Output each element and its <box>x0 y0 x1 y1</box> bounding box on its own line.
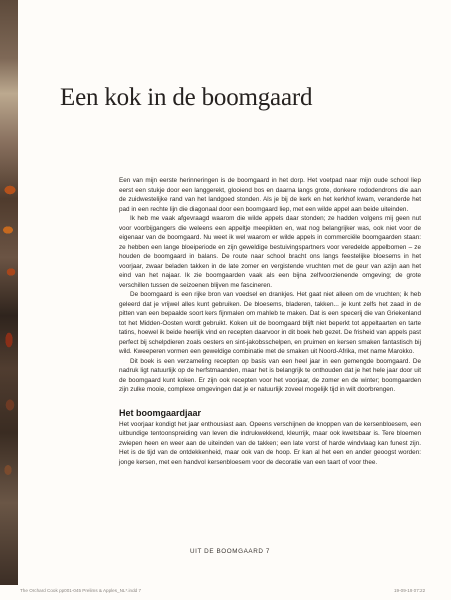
section-heading: Het boomgaardjaar <box>119 407 202 418</box>
paragraph: De boomgaard is een rijke bron van voedsel en drankjes. Het gaat niet alleen om de vruchten; ik heb geleerd dat je vrijwel alles kunt gebruiken. De bloesems, bladeren, takken... je kunt zelfs het zaad in de pitten van een bepaalde soort kers fijnmalen om mahleb te maken. Dat is een specerij die van Griekenland tot het Midden-Oosten wordt gebruikt. Koken uit de boomgaard blijft niet beperkt tot appeltaarten en tarte tatins, hoewel ik beide heerlijk vind en recepten daarvoor in dit boek heb gezet. De frisheid van appels past perfect bij schelpdieren zoals oesters en sint-jakobsschelpen, en pruimen en kersen smaken fantastisch bij wild. Kweeperen vormen een geweldige combinatie met de smaken uit Noord-Afrika, met name Marokko. <box>119 291 421 355</box>
print-slug-filename: The Orchard Cook pp001-045 Prelims & Apples_NL*.indd 7 <box>20 588 142 593</box>
paragraph: Een van mijn eerste herinneringen is de boomgaard in het dorp. Het voetpad naar mijn oude school liep eerst een stukje door een langgerekt, glooiend bos en daarna langs grote, donkere rododendrons die aan de zuidwestelijke rand van het landgoed stonden. Als je bij de kerk en het kerkhof kwam, veranderde het pad in een rechte lijn die diagonaal door een boomgaard liep, met een wilde appel aan beide uiteinden. <box>119 177 421 213</box>
article-body <box>119 176 421 467</box>
page-title: Een kok in de boomgaard <box>60 84 313 111</box>
print-slug-date: 19-09-19 07:22 <box>394 588 426 593</box>
cover-photo-strip <box>0 0 18 585</box>
running-footer: UIT DE BOOMGAARD 7 <box>190 548 270 555</box>
paragraph: Ik heb me vaak afgevraagd waarom die wilde appels daar stonden; ze hadden volgens mij geen nut voor voorbijgangers die weleens een appeltje meepikten en, wat nog belangrijker was, ook niet voor de eigenaar van de boomgaard. Nu weet ik wel waarom er wilde appels in commerciële boomgaarden staan: ze hebben een lange bloeiperiode en zijn geweldige bestuivingspartners voor veredelde appelbomen – ze houden de boomgaard in balans. De route naar school bracht ons langs feestelijke bloesems in het voorjaar, zwaar beladen takken in de late zomer en vergistende vruchten met de geur van azijn aan het eind van het najaar. Ik zie boomgaarden vaak als een bijna zelfvoorzienende omgeving; de grote verschillen tussen de seizoenen blijven me fascineren. <box>119 215 421 289</box>
section-paragraph: Het voorjaar kondigt het jaar enthousiast aan. Opeens verschijnen de knoppen van de kersenbloesem, een uitbundige tentoonspreiding van leven die indrukwekkend, kleurrijk, maar ook kwetsbaar is. Tere bloemen zwiepen heen en weer aan de uiteinden van de takken; een late vorst of harde windvlaag kan funest zijn. Het is de tijd van de ontdekkenheid, maar ook van de hoop. Er kan al het een en ander geoogst worden: jonge kersen, met een handvol kersenbloesem voor de decoratie van een taart of voor thee. <box>119 420 421 466</box>
paragraph: Dit boek is een verzameling recepten op basis van een heel jaar in een gemengde boomgaard. De nadruk ligt natuurlijk op de herfstmaanden, maar het is belangrijk te onthouden dat je het hele jaar door uit de boomgaard kunt koken. Er zijn ook recepten voor het voorjaar, de zomer en de winter; boomgaarden zijn zulke mooie, complexe omgevingen dat je er natuurlijk zoveel mogelijk tijd in wilt doorbrengen. <box>119 357 421 393</box>
